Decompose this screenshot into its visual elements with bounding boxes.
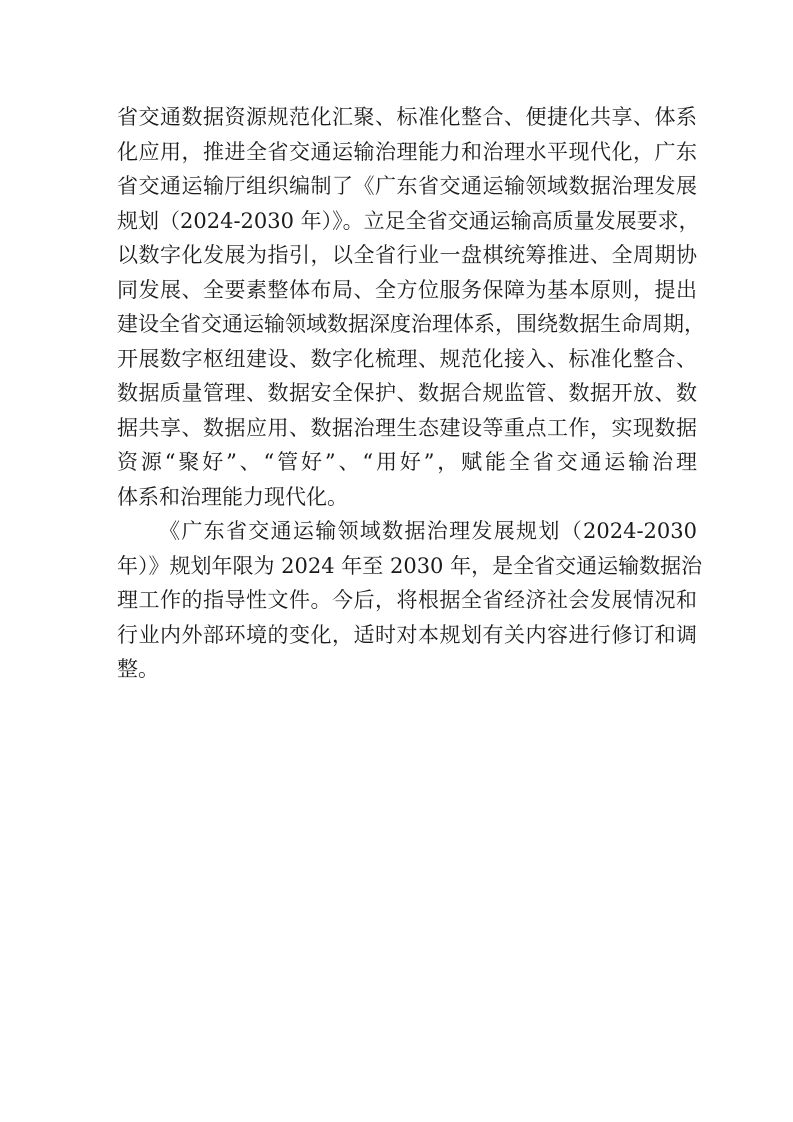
paragraph-line: 整。 [117,657,159,681]
paragraph-line: 数据质量管理、数据安全保护、数据合规监管、数据开放、数 [117,381,697,405]
paragraph-line: 建设全省交通运输领域数据深度治理体系，围绕数据生命周期， [117,312,705,336]
paragraph-line: 规划（2024-2030 年）》。立足全省交通运输高质量发展要求， [117,208,700,233]
paragraph-line: 体系和治理能力现代化。 [117,484,348,509]
paragraph-line: 《广东省交通运输领域数据治理发展规划（2024-2030 [159,519,697,543]
paragraph-line: 理工作的指导性文件。今后，将根据全省经济社会发展情况和 [117,588,697,612]
paragraph-line: 以数字化发展为指引，以全省行业一盘棋统筹推进、全周期协 [117,243,697,267]
document-body [117,100,705,687]
paragraph-2 [117,514,703,687]
paragraph-line: 年）》规划年限为 2024 年至 2030 年，是全省交通运输数据治 [117,553,703,578]
paragraph-1 [117,100,705,514]
paragraph-line: 开展数字枢纽建设、数字化梳理、规范化接入、标准化整合、 [117,346,697,371]
paragraph-line: 据共享、数据应用、数据治理生态建设等重点工作，实现数据 [117,415,697,440]
paragraph-line: 资源“聚好”、“管好”、“用好”，赋能全省交通运输治理 [117,450,697,474]
paragraph-line: 行业内外部环境的变化，适时对本规划有关内容进行修订和调 [117,622,697,647]
paragraph-line: 省交通运输厅组织编制了《广东省交通运输领域数据治理发展 [117,174,697,198]
paragraph-line: 省交通数据资源规范化汇聚、标准化整合、便捷化共享、体系 [117,105,697,129]
paragraph-line: 同发展、全要素整体布局、全方位服务保障为基本原则，提出 [117,277,697,302]
paragraph-line: 化应用，推进全省交通运输治理能力和治理水平现代化，广东 [117,139,697,164]
